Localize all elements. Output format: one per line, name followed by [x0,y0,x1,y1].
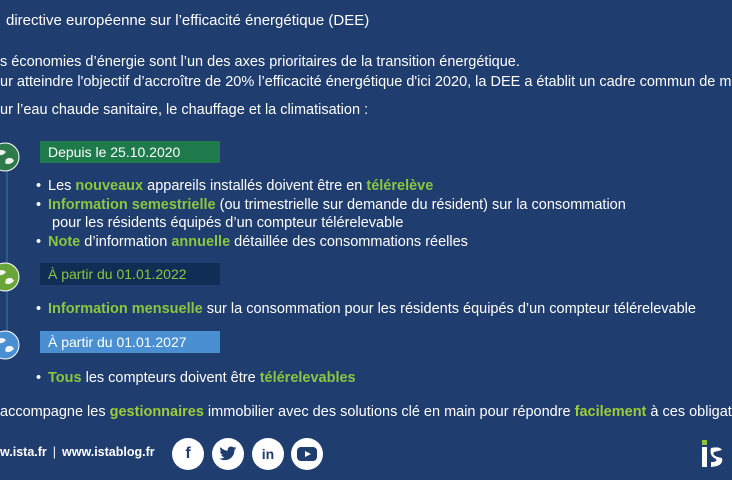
globe-icon [0,330,20,360]
bullet-item: • Les nouveaux appareils installés doivent être en télérelève [36,178,434,194]
page-title: directive européenne sur l’efficacité énergétique (DEE) [6,12,370,29]
footer-separator: | [52,445,57,459]
date-badge-2020: Depuis le 25.10.2020 [40,141,220,163]
globe-icon [0,262,20,292]
timeline-line [6,162,8,352]
ista-logo [700,436,724,470]
footer-links [0,445,155,459]
bullet-item: • Tous les compteurs doivent être télérelevables [36,370,356,386]
facebook-icon[interactable]: f [172,438,204,470]
date-badge-2022: À partir du 01.01.2022 [40,263,220,285]
youtube-icon[interactable] [291,438,323,470]
blog-link[interactable]: www.istablog.fr [62,445,155,459]
bullet-item: • Note d’information annuelle détaillée des consommations réelles [36,234,468,250]
intro-line-2: ur atteindre l'objectif d’accroître de 20% l’efficacité énergétique d'ici 2020, la DEE a établit un cadre commun de m [0,74,732,90]
bullet-item: • Information semestrielle (ou trimestrielle sur demande du résident) sur la consommation [36,197,626,213]
intro-line-3: ur l’eau chaude sanitaire, le chauffage et la climatisation : [0,102,369,118]
closing-statement: accompagne les gestionnaires immobilier avec des solutions clé en main pour répondre facilement à ces obligat [0,404,732,420]
bullet-item: • Information mensuelle sur la consommation pour les résidents équipés d’un compteur télérelevable [36,301,696,317]
linkedin-icon[interactable]: in [252,438,284,470]
globe-icon [0,142,20,172]
date-badge-2027: À partir du 01.01.2027 [40,331,220,353]
twitter-icon[interactable] [212,438,244,470]
intro-line-1: s économies d’énergie sont l’un des axes prioritaires de la transition énergétique. [0,54,520,70]
website-link[interactable]: w.ista.fr [0,445,47,459]
bullet-continuation: pour les résidents équipés d’un compteur télérelevable [52,215,404,231]
